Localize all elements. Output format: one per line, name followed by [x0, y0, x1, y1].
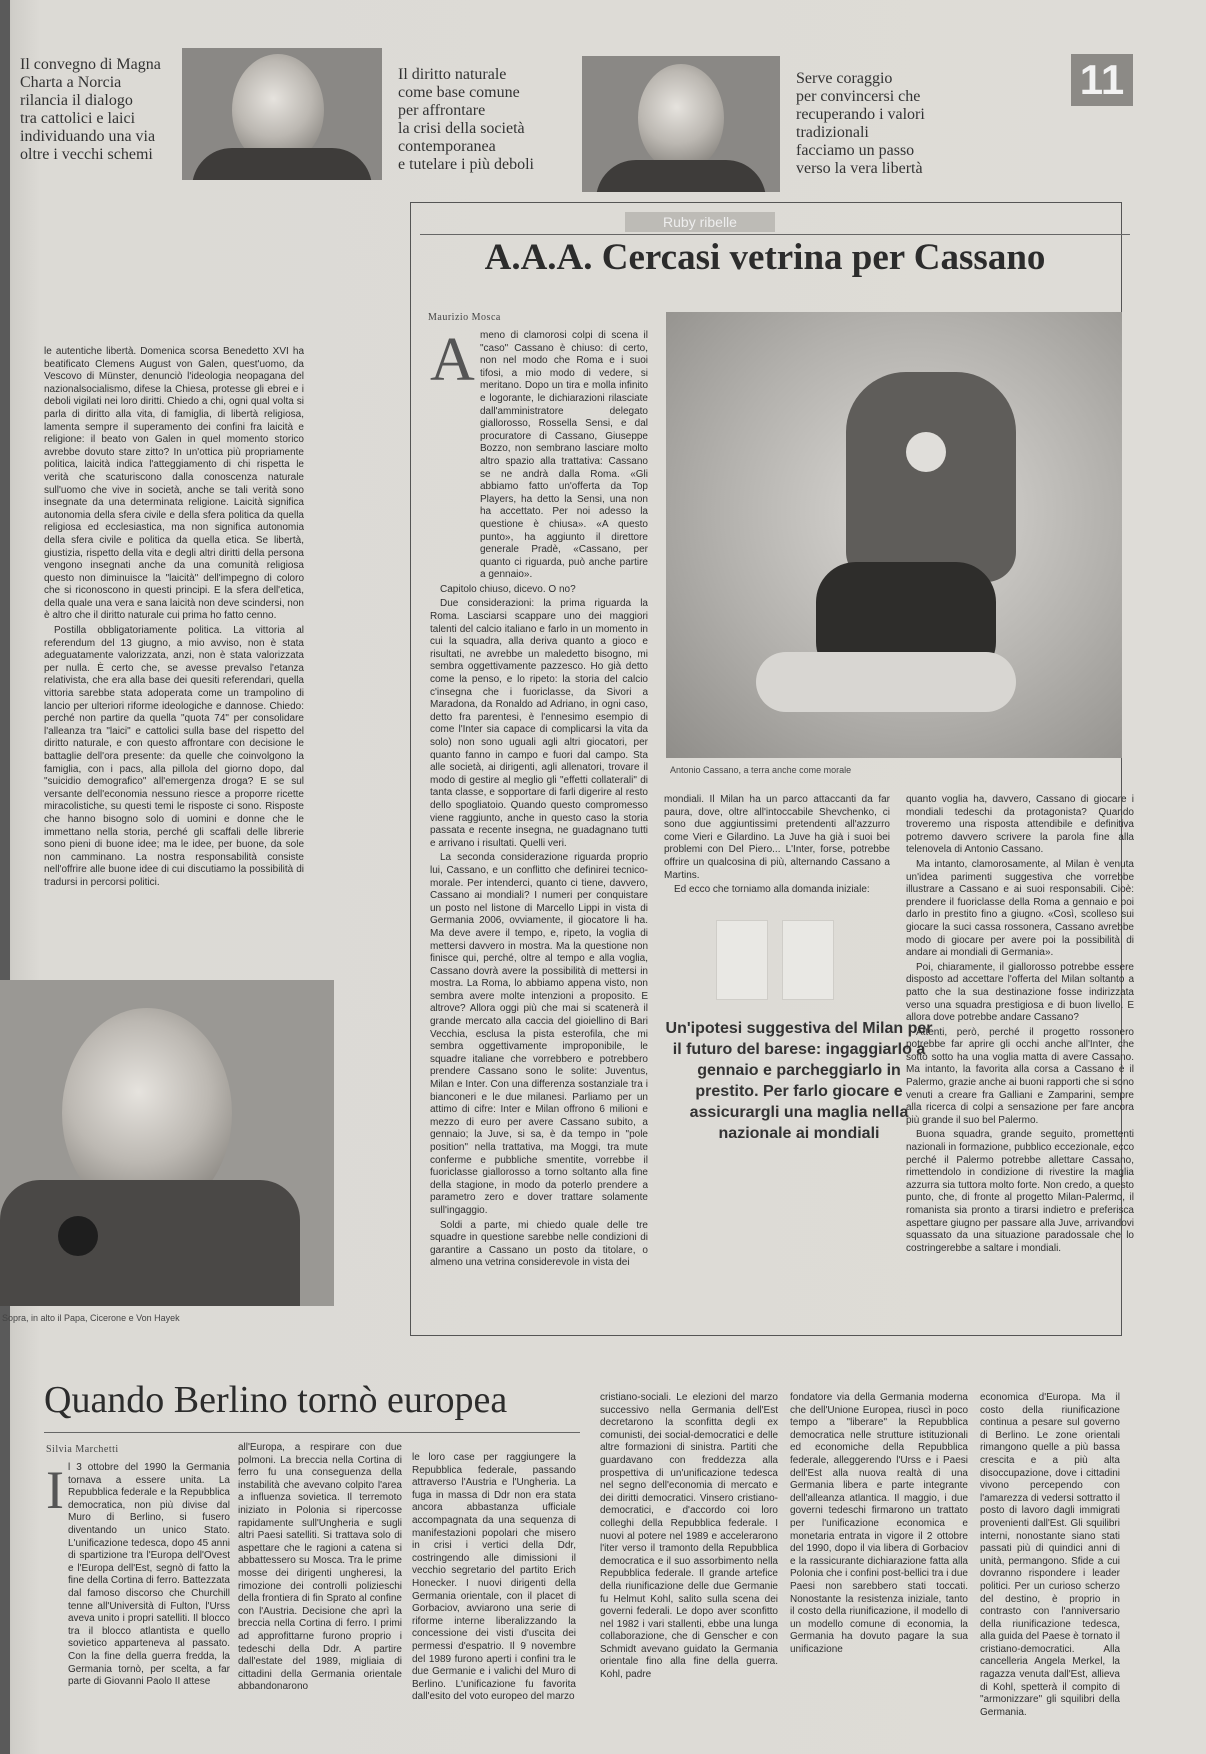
article-kicker: Ruby ribelle	[625, 212, 775, 232]
bottom-dropcap: I	[46, 1460, 64, 1520]
article-paragraph: La seconda considerazione riguarda proprio lui, Cassano, e un conflitto che definirei tecnico-morale. Per intenderci, quanto ci tiene, davvero, Cassano ai mondiali? I numeri per conquistare un posto nel listone di Marcello Lippi in vista di Germania 2006, ovviamente, il giocatore li ha. Ma deve avere il tempo, e, ripeto, la voglia di mettersi davvero in mostra. Ma la questione non finisce qui, perché, oltre al tempo e alla voglia, Cassano dovrà avere la possibilità di mettersi in mostra. La Roma, lo abbiamo appena visto, non sembra avere molte intenzioni a proposito. E altrove? Allora oggi più che mai si scatenerà il grande mercato alla caccia del gioiellino di Bari Vecchia, esclusa la pista esterofila, che mi sembra oggettivamente improponibile, le squadre italiane che vorrebbero e potrebbero prendere Cassano sono le solite: Juventus, Milan e Inter. Con una differenza sostanziale tra i bianconeri e le due milanesi. Parliamo per un attimo di cifre: Inter e Milan offrono 6 milioni e mezzo di euro per avere Cassano subito, a gennaio; la Juve, si sa, è da tempo in "pole position" nella trattativa, ma Moggi, tra mute conferme e pubbliche smentite, vorrebbe il fuoriclasse giallorosso a torno soltanto alla fine della stagione, in modo da poterlo prendere a parametro zero e dover trattare solamente sull'ingaggio.	[430, 852, 648, 1216]
article-column-2	[664, 794, 890, 914]
article-column-3	[906, 794, 1134, 1330]
header-teaser-2: Il diritto naturale come base comune per affrontare la crisi della società contemporanea e tutelare i più deboli	[398, 66, 534, 173]
bottom-column-4	[600, 1392, 778, 1746]
bottom-headline-rule	[44, 1432, 580, 1433]
bottom-paragraph: economica d'Europa. Ma il costo della riunificazione continua a pesare sul governo di Berlino. Le zone orientali rimangono quelle a più bassa crescita e a più alta disoccupazione, dove i cittadini vivono percependo con l'amarezza di vedersi sottratto il posto di lavoro dagli immigrati provenienti dall'Est. Gli squilibri interni, nonostante siano stati passati più di quindici anni di unità, permangono. Sfide a cui dovranno rispondere i leader politici. Per un curioso scherzo del destino, è proprio in contrasto con l'anniversario della riunificazione tedesca, alla guida del Paese è tornato il cristiano-democratici. Alla cancelleria Angela Merkel, la ragazza venuta dall'Est, allieva di Kohl, spetterà il compito di "armonizzare" gli squilibri della Germania.	[980, 1392, 1120, 1718]
bottom-paragraph: l 3 ottobre del 1990 la Germania tornava a essere unita. La Repubblica federale e la Repubblica democratica, non più divise dal Muro di Berlino, si fusero diventando un unico Stato. L'unificazione tedesca, dopo 45 anni di spartizione tra l'Europa dell'Ovest e l'Europa dell'Est, segnò di fatto la fine della Cortina di ferro. Battezzata dal famoso discorso che Churchill tenne all'Università di Fulton, l'Urss aveva unito i propri satelliti. Il blocco tra il blocco atlantista e quello sovietico apparteneva al passato. Con la fine della guerra fredda, la Germania tornò, per scelta, a far parte di Giovanni Paolo II attese	[68, 1462, 230, 1688]
left-column-text	[44, 346, 304, 976]
bottom-column-6	[980, 1392, 1120, 1746]
left-paragraph: le autentiche libertà. Domenica scorsa Benedetto XVI ha beatificato Clemens August von Galen, quest'uomo, da Vescovo di Münster, denunciò l'ideologia neopagana del nazionalsocialismo, difese la Chiesa, protesse gli ebrei e i deboli vigilati nei loro diritti. Chiedo a chi, ogni qual volta si parla di diritto alla vita, di famiglia, di libertà religiosa, lamenta sempre il superamento dei confini fra laicità e religione: il beato von Galen in quel momento storico avrebbe dovuto stare zitto? In un'ottica più propriamente politica, laicità indica l'atteggiamento di chi rispetta le verità che scaturiscono dalla conoscenza naturale sull'uomo che vive in società, anche se tali verità sono insegnate da una determinata religione. Laicità significa autonomia della sfera civile e della sfera politica da quella religiosa ed ecclesiastica, ma non significa autonomia della sfera civile e politica da quella etica. Se libertà, giustizia, rispetto della vita e degli altri diritti della persona vengono insegnati anche da una comunità religiosa questo non diminuisce la "laicità" dell'impegno di coloro che si riconoscono in questi principi. E la sfera dell'etica, della quale una vera e sana laicità non deve scindersi, non è altro che il diritto naturale cui prima ho fatto cenno.	[44, 346, 304, 622]
left-photo-portrait	[0, 980, 334, 1306]
header-teaser-1: Il convegno di Magna Charta a Norcia rilancia il dialogo tra cattolici e laici individuando una via oltre i vecchi schemi	[20, 56, 161, 163]
header-photo-2	[582, 56, 780, 192]
article-dropcap: A	[430, 326, 475, 394]
header-teaser-3: Serve coraggio per convincersi che recuperando i valori tradizionali facciamo un passo verso la vera libertà	[796, 70, 925, 177]
bottom-byline: Silvia Marchetti	[46, 1444, 119, 1455]
article-photo-caption: Antonio Cassano, a terra anche come morale	[670, 765, 852, 775]
microphone-icon	[58, 1216, 98, 1256]
article-paragraph: Poi, chiaramente, il giallorosso potrebbe essere disposto ad accettare l'offerta del Milan soltanto a patto che la sua destinazione fosse indirizzata verso una squadra prestigiosa e di buon livello. E allora dove potrebbe andare Cassano?	[906, 961, 1134, 1024]
article-pullquote: Un'ipotesi suggestiva del Milan per il futuro del barese: ingaggiarlo a gennaio e parcheggiarlo in prestito. Per farlo giocare e assicurargli una maglia nella nazionale ai mondiali	[665, 1020, 933, 1142]
bottom-paragraph: le loro case per raggiungere la Repubblica federale, passando attraverso l'Austria e l'Ungheria. La fuga in massa di Ddr non era stata ancora abbastanza ufficiale accompagnata da una sequenza di manifestazioni popolari che misero in crisi i vertici della Ddr, costringendo alle dimissioni il vecchio segretario del partito Erich Honecker. I nuovi dirigenti della Germania orientale, con il placet di Gorbaciov, avviarono una serie di riforme interne liberalizzando la concessione dei visti d'uscita dei permessi d'espatrio. Il 9 novembre del 1989 furono aperti i confini tra le due Germanie e i valichi del Muro di Berlino. L'unificazione fu favorita dall'esito del voto europeo del marzo	[412, 1452, 576, 1703]
article-column-1	[430, 326, 648, 1320]
article-byline: Maurizio Mosca	[428, 312, 501, 323]
left-paragraph: Postilla obbligatoriamente politica. La vittoria al referendum del 13 giugno, a mio avviso, non è stata adeguatamente valorizzata, anzi, non è stata valorizzata per nulla. È certo che, se avesse prevalso l'etanza relativista, che era alla base dei quesiti referendari, quella vittoria sarebbe stata adoperata come un trampolino di lancio per ulteriori riforme ideologiche e dannose. Chiedo: perché non partire da quella "quota 74" per consolidare l'alleanza tra "laici" e cattolici sulla base del rispetto del diritto naturale, e con questo affrontare con decisione le battaglie dell'ora presente: da quelle che coinvolgono la famiglia, con i pacs, alla pillola del giorno dopo, dal "suicidio demografico" all'emergenza droga? E se sul versante dell'economia nessuno riesce a proporre ricette miracolistiche, su questi temi le risposte ci sono. Risposte che hanno bisogno solo di uomini e donne che le immettano nella storia, perché gli scaffali delle librerie sono pieni di buone idee; ma le idee, per buone, da sole non camminano. La nostra responsabilità consiste nell'offrire alle buone idee di cui discutiamo la possibilità di tradursi in percorsi politici.	[44, 625, 304, 888]
bottom-column-5	[790, 1392, 968, 1746]
bottom-paragraph: all'Europa, a respirare con due polmoni. La breccia nella Cortina di ferro fu una conseguenza della instabilità che avevano colpito l'area a influenza sovietica. Il terremoto iniziato in Polonia si ripercosse rapidamente sull'Ungheria e sugli altri Paesi satelliti. Si trattava solo di aspettare che le ragioni a catena si abbattessero su Mosca. Tra le prime mosse dei dirigenti ungheresi, la rimozione dei controlli polizieschi della frontiera di fin Sprato al confine con l'Austria. Decisione che aprì la breccia nella Cortina di ferro. I primi ad approfittarne furono proprio i tedeschi della Ddr. A partire dall'estate del 1989, migliaia di cittadini della Germania orientale abbandonarono	[238, 1442, 402, 1693]
article-paragraph: Due considerazioni: la prima riguarda la Roma. Lasciarsi scappare uno dei maggiori talenti del calcio italiano e farlo in un momento in cui la squadra, alla deriva quanto a gioco e risultati, ne avrebbe un maledetto bisogno, mi sembra oggettivamente pazzesco. Ho già detto come la penso, e lo ripeto: la storia del calcio c'insegna che i fuoriclasse, da Sivori a Maradona, da Ronaldo ad Adriano, in ogni caso, detto fra parentesi, è l'ennesimo esempio di come l'Inter sia capace di complicarsi la vita da solo) non sono uguali agli altri giocatori, per quanto fanno in campo e fuori dal campo. Sta alle società, ai dirigenti, agli allenatori, trovare il modo di gestire al meglio gli "effetti collaterali" di tanta classe, e sopportare di farli digerire al resto dello spogliatoio. Quando questo compromesso viene raggiunto, anche in questo caso la storia passata e recente insegna, ne guadagnano tutti e arrivano i risultati. Quelli veri.	[430, 598, 648, 849]
left-photo-caption: Sopra, in alto il Papa, Cicerone e Von Hayek	[2, 1313, 180, 1323]
bottom-paragraph: fondatore via della Germania moderna che dell'Unione Europea, riuscì in poco tempo a "liberare" la Repubblica democratica nelle strutture istituzionali ed economiche della Repubblica federale, alleggerendo l'Urss e i Paesi dell'Est alla nuova realtà di una Germania libera e parte integrante dell'alleanza atlantica. Il maggio, i due governi tedeschi firmarono un trattato per l'unificazione economica e monetaria entrata in vigore il 2 ottobre del 1990, dopo il via libera di Gorbaciov e la rassicurante dichiarazione fatta alla Polonia che i confini post-bellici tra i due Paesi non sarebbero stati toccati. Nonostante la resistenza iniziale, tanto il costo della riunificazione, il modello di un modello comune di economia, la Germania ha dovuto pagare la sua unificazione	[790, 1392, 968, 1655]
bottom-column-1	[68, 1462, 230, 1746]
article-paragraph: Soldi a parte, mi chiedo quale delle tre squadre in questione sarebbe nelle condizioni di garantire a Cassano un posto da titolare, o almeno una vetrina considerevole in vista dei	[430, 1219, 648, 1269]
page-number: 11	[1071, 54, 1133, 106]
header-photo-1	[182, 48, 382, 180]
article-paragraph: Ma intanto, clamorosamente, al Milan è venuta un'idea parimenti suggestiva che vorrebbe illustrare a Cassano e ai suoi responsabili. Cioè: prendere il fuoriclasse della Roma a gennaio e poi darlo in prestito fino a giugno. «Così, scolleso sui giocare la suci cassa rossonera, Cassano avrebbe modo di giocare per avere poi la possibilità di andare ai mondiali di Germania».	[906, 858, 1134, 959]
bottom-column-2	[238, 1442, 402, 1746]
bottom-paragraph: cristiano-sociali. Le elezioni del marzo successivo nella Germania dell'Est decretarono la sconfitta degli ex comunisti, dei social-democratici e delle altre formazioni di sinistra. Partiti che guardavano con freddezza alla prospettiva di un'unificazione tedesca nel segno dell'economia di mercato e dei diritti democratici. Vinsero cristiano-democratici, e d'accordo coi loro colleghi della Repubblica federale. I nuovi al potere nel 1989 e accelerarono l'iter verso il tramonto della Repubblica democratica e il suo assorbimento nella Repubblica federale. Il grande artefice della riunificazione delle due Germanie fu Helmut Kohl, salito sulla scena dei governi federali. Le dopo aver sconfitto nel 1982 i vari stallenti, ebbe una lunga collaborazione, che di Genscher e con Schmidt avevano guidato la Germania orientale fino alla fine della guerra. Kohl, padre	[600, 1392, 778, 1681]
bottom-headline: Quando Berlino tornò europea	[44, 1379, 508, 1421]
article-paragraph: Attenti, però, perché il progetto rossonero potrebbe far aprire gli occhi anche all'Inter, che sotto sotto ha una voglia matta di avere Cassano. Ma intanto, la favorita alla corsa a Cassano è il Palermo, grazie anche ai buoni rapporti che si sono venuti a creare fra Galliani e Zamparini, sempre alla ricerca di colpi a sensazione per fare ancora più grande il suo bel Palermo.	[906, 1026, 1134, 1126]
article-paragraph: Buona squadra, grande seguito, promettenti nazionali in formazione, pubblico eccezionale, ecco perché il Palermo potrebbe allettare Cassano, rimettendolo in condizione di rivestire la maglia azzurra sia tuttora molto forte. Non credo, a questo punto, che, di fronte al progetto Milan-Palermo, il romanista sia pronto a tirarsi indietro e preferisca aspettare giugno per passare alla Juve, arrivandovi squassato da una situazione paradossale che lo costringerebbe a saltare i mondiali.	[906, 1129, 1134, 1254]
article-paragraph: Capitolo chiuso, dicevo. O no?	[440, 583, 576, 595]
article-paragraph: Ed ecco che torniamo alla domanda iniziale:	[674, 884, 870, 896]
article-paragraph: meno di clamorosi colpi di scena il "caso" Cassano è chiuso: di certo, non nel modo che Roma e i suoi tifosi, a mio modo di vedere, si meritano. Dopo un tira e molla infinito e logorante, le dichiarazioni rilasciate dall'amministratore delegato giallorosso, Rossella Sensi, e dal procuratore di Cassano, Giuseppe Bozzo, non sembrano lasciare molto altro spazio alla trattativa: Cassano se ne andrà dalla Roma. «Gli abbiamo fatto un'offerta da Top Players, ha detto la Sensi, una non ha accettato. Per noi adesso la questione è chiusa». «A questo punto», ha aggiunto il direttore generale Pradè, «Cassano, per quanto ci riguarda, può anche partire a gennaio».	[480, 330, 648, 581]
article-paragraph: mondiali. Il Milan ha un parco attaccanti da far paura, dove, oltre all'intoccabile Shevchenko, ci sono due aggiuntissimi pretendenti all'azzurro come Vieri e Gilardino. La Juve ha già i suoi bei problemi con Del Piero... L'Inter, forse, potrebbe offrire un qualcosina di più, alternando Cassano a Martins.	[664, 794, 890, 881]
quote-marks-icon	[716, 920, 844, 998]
headline-rule	[420, 234, 1130, 235]
bottom-column-3	[412, 1452, 576, 1746]
article-headline: A.A.A. Cercasi vetrina per Cassano	[484, 237, 1046, 278]
article-photo-cassano	[666, 312, 1122, 758]
page-spine	[0, 0, 10, 1754]
article-paragraph: quanto voglia ha, davvero, Cassano di giocare i mondiali tedeschi da protagonista? Quando troveremo una risposta attendibile e definitiva potremo davvero scrivere la parola fine alla telenovela di Antonio Cassano.	[906, 794, 1134, 856]
